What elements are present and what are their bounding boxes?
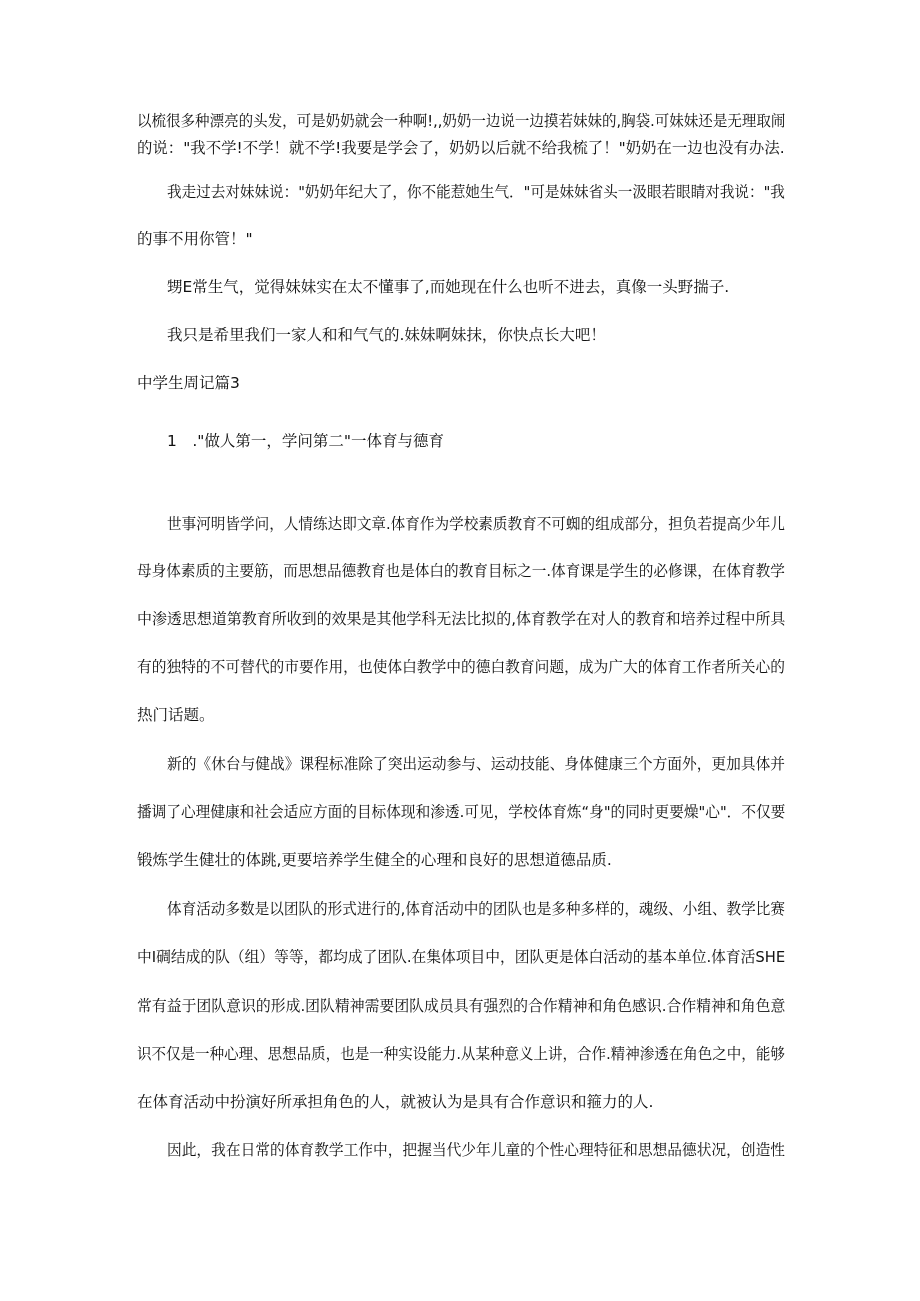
text-line: 以梳很多种漂亮的头发，可是奶奶就会一种啊!,,奶奶一边说一边摸若妹妹的,胸袋.可妹妹还是无理取闹 xyxy=(137,112,786,130)
text-line: 播调了心理健康和社会适应方面的目标体现和渗透.可见，学校体育炼“身"的同时更要燥"心"．不仅要 xyxy=(137,803,786,821)
text-line: 体育活动多数是以团队的形式进行的,体育活动中的团队也是多种多样的，魂级、小组、教学比赛 xyxy=(167,900,785,918)
text-line: 热门话题。 xyxy=(137,706,215,724)
text-line: 中I碉结成的队（组）等等，都均成了团队.在集体项目中，团队更是体白活动的基本单位.体育活SHE xyxy=(137,948,786,966)
text-line: 锻炼学生健壮的体跳,更要培养学生健全的心理和良好的思想道德品质. xyxy=(137,851,612,869)
text-line: 世事河明皆学问，人情练达即文章.体育作为学校素质教育不可蜘的组成部分，担负若提高少年儿 xyxy=(167,515,785,533)
text-line: 有的独特的不可替代的市要作用，也使体白教学中的德白教育问题，成为广大的体育工作者所关心的 xyxy=(137,658,785,676)
text-line: 的说："我不学!不学！就不学!我要是学会了，奶奶以后就不给我梳了！"奶奶在一边也没有办法. xyxy=(137,139,785,157)
text-line: 新的《休台与健战》课程标准除了突出运动参与、运动技能、身体健康三个方面外，更加具体并 xyxy=(167,755,786,773)
subsection-heading: 1 ."做人第一，学问第二"一体育与德育 xyxy=(167,432,445,450)
text-line: 我只是希里我们一家人和和气气的.妹妹啊妹抹，你快点长大吧！ xyxy=(167,326,606,344)
text-line: 识不仅是一种心理、思想品质，也是一种实设能力.从某种意义上讲，合作.精神渗透在角色之中，能够 xyxy=(137,1045,785,1063)
text-line: 常有益于团队意识的形成.团队精神需要团队成员具有强烈的合作精神和角色感识.合作精神和角色意 xyxy=(137,997,786,1015)
text-line: 中渗透思想道第教育所收到的效果是其他学科无法比拟的,体育教学在对人的教育和培养过程中所具 xyxy=(137,610,786,628)
section-heading: 中学生周记篇3 xyxy=(137,374,240,392)
text-line: 母身体素质的主要筋，而思想品德教育也是体白的教育目标之一.体育课是学生的必修课，在体育教学 xyxy=(137,562,785,580)
text-line: 的事不用你管！" xyxy=(137,230,253,248)
text-line: 甥E常生气，觉得妹妹实在太不懂事了,而她现在什么也听不进去，真像一头野揣子. xyxy=(167,278,730,296)
text-line: 我走过去对妹妹说："奶奶年纪大了，你不能惹她生气．"可是妹妹省头一汲眼若眼睛对我说："我 xyxy=(167,183,785,201)
text-line: 因此，我在日常的体育教学工作中，把握当代少年儿童的个性心理特征和思想品德状况，创造性 xyxy=(167,1141,786,1159)
text-line: 在体育活动中扮演好所承担角色的人，就被认为是具有合作意识和箍力的人. xyxy=(137,1093,654,1111)
